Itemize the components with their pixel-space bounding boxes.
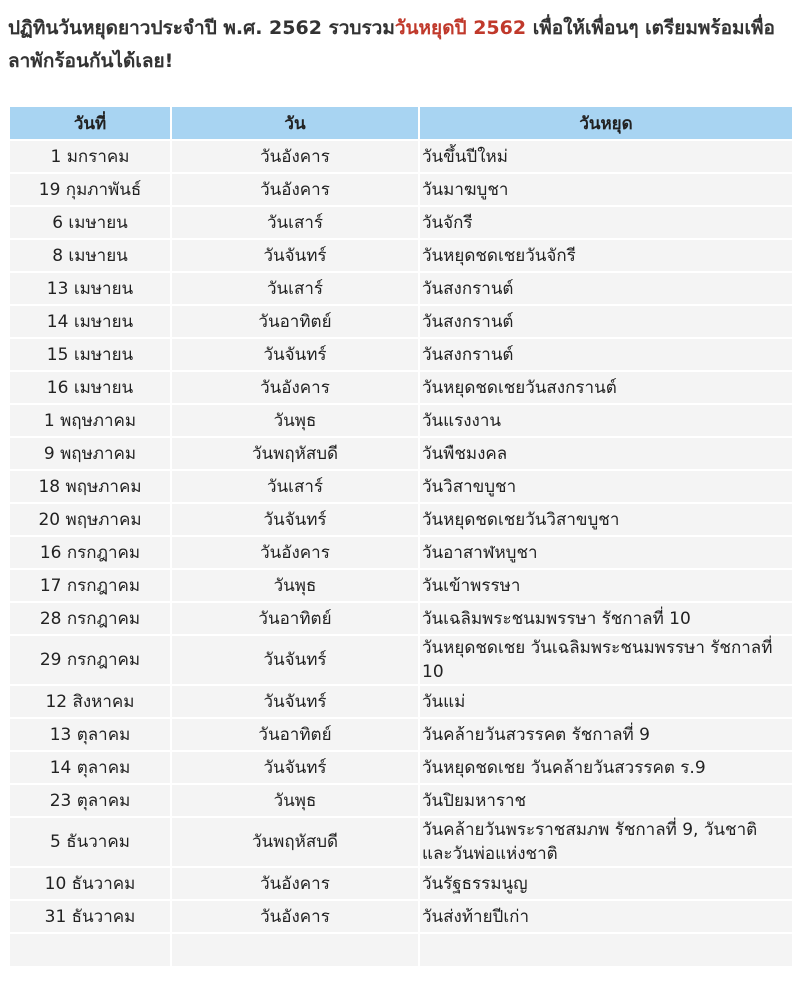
table-row bbox=[9, 569, 793, 602]
date-cell: 9 พฤษภาคม bbox=[9, 437, 171, 470]
date-cell: 18 พฤษภาคม bbox=[9, 470, 171, 503]
weekday-cell: วันอังคาร bbox=[171, 173, 419, 206]
table-row bbox=[9, 867, 793, 900]
table-row bbox=[9, 933, 793, 967]
date-cell: 14 ตุลาคม bbox=[9, 751, 171, 784]
weekday-cell: วันอาทิตย์ bbox=[171, 602, 419, 635]
date-cell: 12 สิงหาคม bbox=[9, 685, 171, 718]
holiday-name-cell: วันอาสาฬหบูชา bbox=[419, 536, 793, 569]
date-cell: 13 ตุลาคม bbox=[9, 718, 171, 751]
holiday-name-cell: วันแม่ bbox=[419, 685, 793, 718]
weekday-cell: วันพุธ bbox=[171, 404, 419, 437]
holiday-name-cell: วันคล้ายวันพระราชสมภพ รัชกาลที่ 9, วันชาติ และวันพ่อแห่งชาติ bbox=[419, 817, 793, 867]
table-row bbox=[9, 173, 793, 206]
weekday-cell: วันจันทร์ bbox=[171, 751, 419, 784]
column-header-date: วันที่ bbox=[9, 106, 171, 140]
date-cell: 14 เมษายน bbox=[9, 305, 171, 338]
date-cell bbox=[9, 933, 171, 967]
table-row bbox=[9, 239, 793, 272]
date-cell: 20 พฤษภาคม bbox=[9, 503, 171, 536]
holiday-name-cell: วันมาฆบูชา bbox=[419, 173, 793, 206]
weekday-cell: วันจันทร์ bbox=[171, 239, 419, 272]
weekday-cell: วันอังคาร bbox=[171, 371, 419, 404]
weekday-cell: วันเสาร์ bbox=[171, 272, 419, 305]
table-row bbox=[9, 272, 793, 305]
holiday-name-cell: วันขึ้นปีใหม่ bbox=[419, 140, 793, 173]
holiday-table bbox=[8, 105, 794, 968]
column-header-holiday: วันหยุด bbox=[419, 106, 793, 140]
weekday-cell: วันเสาร์ bbox=[171, 206, 419, 239]
table-row bbox=[9, 784, 793, 817]
table-row bbox=[9, 817, 793, 867]
heading-text: ปฏิทินวันหยุดยาวประจำปี พ.ศ. 2562 รวบรวม bbox=[8, 17, 395, 39]
table-row bbox=[9, 685, 793, 718]
holiday-name-cell: วันรัฐธรรมนูญ bbox=[419, 867, 793, 900]
column-header-day: วัน bbox=[171, 106, 419, 140]
holiday-name-cell: วันหยุดชดเชยวันวิสาขบูชา bbox=[419, 503, 793, 536]
date-cell: 6 เมษายน bbox=[9, 206, 171, 239]
holiday-name-cell: วันวิสาขบูชา bbox=[419, 470, 793, 503]
table-row bbox=[9, 635, 793, 685]
date-cell: 23 ตุลาคม bbox=[9, 784, 171, 817]
table-row bbox=[9, 900, 793, 933]
holiday-name-cell: วันสงกรานต์ bbox=[419, 272, 793, 305]
date-cell: 29 กรกฎาคม bbox=[9, 635, 171, 685]
holiday-name-cell: วันส่งท้ายปีเก่า bbox=[419, 900, 793, 933]
date-cell: 13 เมษายน bbox=[9, 272, 171, 305]
holiday-name-cell: วันปิยมหาราช bbox=[419, 784, 793, 817]
holiday-name-cell: วันเฉลิมพระชนมพรรษา รัชกาลที่ 10 bbox=[419, 602, 793, 635]
weekday-cell bbox=[171, 933, 419, 967]
weekday-cell: วันพุธ bbox=[171, 569, 419, 602]
table-row bbox=[9, 338, 793, 371]
table-row bbox=[9, 140, 793, 173]
holiday-name-cell: วันสงกรานต์ bbox=[419, 338, 793, 371]
weekday-cell: วันจันทร์ bbox=[171, 685, 419, 718]
weekday-cell: วันพฤหัสบดี bbox=[171, 437, 419, 470]
holiday-name-cell: วันเข้าพรรษา bbox=[419, 569, 793, 602]
table-row bbox=[9, 437, 793, 470]
weekday-cell: วันอังคาร bbox=[171, 140, 419, 173]
weekday-cell: วันอาทิตย์ bbox=[171, 305, 419, 338]
date-cell: 10 ธันวาคม bbox=[9, 867, 171, 900]
table-row bbox=[9, 470, 793, 503]
table-row bbox=[9, 305, 793, 338]
heading-highlight-link[interactable]: วันหยุดปี 2562 bbox=[394, 17, 527, 39]
date-cell: 28 กรกฎาคม bbox=[9, 602, 171, 635]
table-row bbox=[9, 206, 793, 239]
table-row bbox=[9, 371, 793, 404]
date-cell: 15 เมษายน bbox=[9, 338, 171, 371]
weekday-cell: วันพฤหัสบดี bbox=[171, 817, 419, 867]
weekday-cell: วันจันทร์ bbox=[171, 503, 419, 536]
date-cell: 31 ธันวาคม bbox=[9, 900, 171, 933]
weekday-cell: วันจันทร์ bbox=[171, 338, 419, 371]
date-cell: 1 พฤษภาคม bbox=[9, 404, 171, 437]
date-cell: 17 กรกฎาคม bbox=[9, 569, 171, 602]
table-row bbox=[9, 503, 793, 536]
weekday-cell: วันเสาร์ bbox=[171, 470, 419, 503]
holiday-name-cell: วันหยุดชดเชยวันจักรี bbox=[419, 239, 793, 272]
table-row bbox=[9, 718, 793, 751]
heading-text-continued: เพื่อให้เพื่อนๆ เตรียมพร้อมเพื่อลาพักร้อนกันได้เลย! bbox=[8, 17, 775, 72]
holiday-name-cell: วันจักรี bbox=[419, 206, 793, 239]
table-row bbox=[9, 536, 793, 569]
holiday-name-cell: วันหยุดชดเชย วันเฉลิมพระชนมพรรษา รัชกาลที่ 10 bbox=[419, 635, 793, 685]
holiday-name-cell: วันสงกรานต์ bbox=[419, 305, 793, 338]
holiday-name-cell bbox=[419, 933, 793, 967]
date-cell: 1 มกราคม bbox=[9, 140, 171, 173]
table-row bbox=[9, 404, 793, 437]
holiday-name-cell: วันแรงงาน bbox=[419, 404, 793, 437]
weekday-cell: วันอังคาร bbox=[171, 867, 419, 900]
date-cell: 19 กุมภาพันธ์ bbox=[9, 173, 171, 206]
table-row bbox=[9, 751, 793, 784]
weekday-cell: วันจันทร์ bbox=[171, 635, 419, 685]
date-cell: 5 ธันวาคม bbox=[9, 817, 171, 867]
weekday-cell: วันพุธ bbox=[171, 784, 419, 817]
holiday-name-cell: วันหยุดชดเชยวันสงกรานต์ bbox=[419, 371, 793, 404]
holiday-name-cell: วันพืชมงคล bbox=[419, 437, 793, 470]
holiday-name-cell: วันคล้ายวันสวรรคต รัชกาลที่ 9 bbox=[419, 718, 793, 751]
table-row bbox=[9, 602, 793, 635]
date-cell: 16 เมษายน bbox=[9, 371, 171, 404]
weekday-cell: วันอาทิตย์ bbox=[171, 718, 419, 751]
holiday-name-cell: วันหยุดชดเชย วันคล้ายวันสวรรคต ร.9 bbox=[419, 751, 793, 784]
weekday-cell: วันอังคาร bbox=[171, 900, 419, 933]
date-cell: 16 กรกฎาคม bbox=[9, 536, 171, 569]
date-cell: 8 เมษายน bbox=[9, 239, 171, 272]
weekday-cell: วันอังคาร bbox=[171, 536, 419, 569]
article-heading bbox=[8, 12, 792, 78]
table-header-row bbox=[9, 106, 793, 140]
